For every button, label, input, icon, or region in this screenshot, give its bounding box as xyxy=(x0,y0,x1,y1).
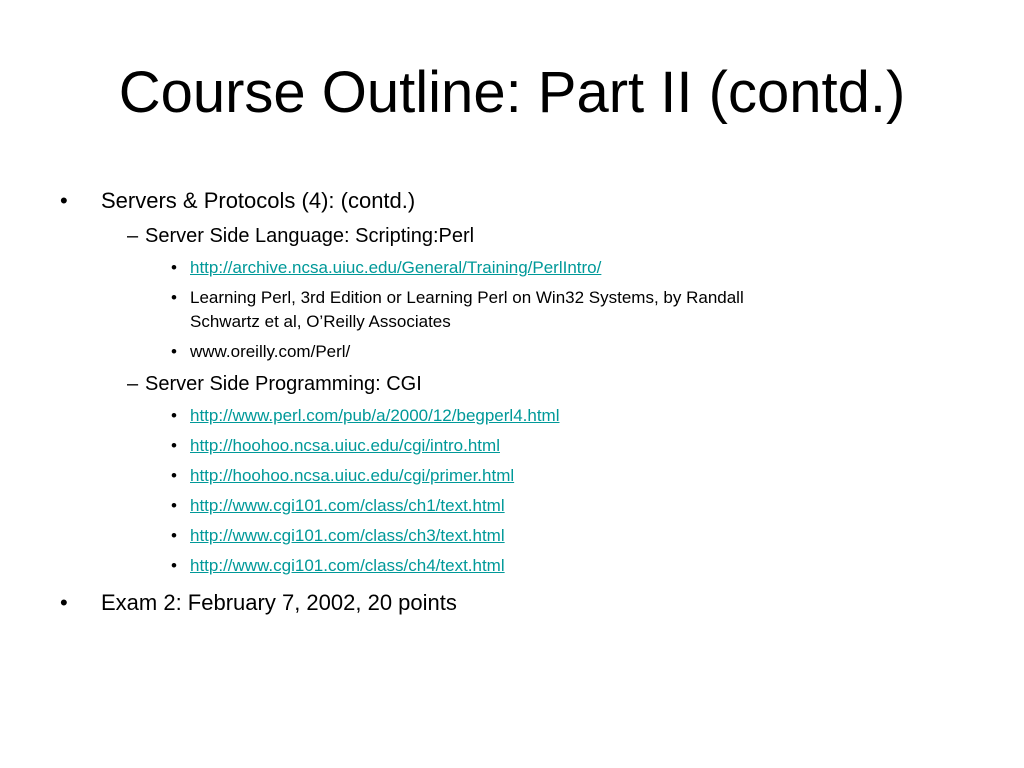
link-hoohoo-cgi-primer[interactable]: http://hoohoo.ncsa.uiuc.edu/cgi/primer.html xyxy=(190,466,515,485)
dash-marker: – xyxy=(127,225,139,247)
bullet-marker: • xyxy=(171,526,177,545)
bullet-exam-2: Exam 2: February 7, 2002, 20 points xyxy=(101,590,457,615)
bullet-marker: • xyxy=(60,188,68,213)
link-perl-intro[interactable]: http://archive.ncsa.uiuc.edu/General/Training/PerlIntro/ xyxy=(190,258,602,277)
bullet-marker: • xyxy=(171,288,177,307)
bullet-marker: • xyxy=(171,258,177,277)
bullet-marker: • xyxy=(171,342,177,361)
link-perl-com-begperl4[interactable]: http://www.perl.com/pub/a/2000/12/begperl4.html xyxy=(190,406,560,425)
slide-title: Course Outline: Part II (contd.) xyxy=(118,60,906,125)
subitem-server-side-language: Server Side Language: Scripting:Perl xyxy=(145,225,475,247)
bullet-marker: • xyxy=(171,406,177,425)
text-learning-perl-continued: Schwartz et al, O’Reilly Associates xyxy=(190,312,451,331)
text-learning-perl: Learning Perl, 3rd Edition or Learning Perl on Win32 Systems, by Randall xyxy=(190,288,744,307)
bullet-marker: • xyxy=(171,496,177,515)
link-cgi101-ch1[interactable]: http://www.cgi101.com/class/ch1/text.html xyxy=(190,496,505,515)
bullet-marker: • xyxy=(60,590,68,615)
text-oreilly-perl: www.oreilly.com/Perl/ xyxy=(190,342,351,361)
link-cgi101-ch4[interactable]: http://www.cgi101.com/class/ch4/text.html xyxy=(190,556,505,575)
bullet-servers-protocols: Servers & Protocols (4): (contd.) xyxy=(101,188,416,213)
dash-marker: – xyxy=(127,373,139,395)
bullet-marker: • xyxy=(171,436,177,455)
link-cgi101-ch3[interactable]: http://www.cgi101.com/class/ch3/text.html xyxy=(190,526,505,545)
link-hoohoo-cgi-intro[interactable]: http://hoohoo.ncsa.uiuc.edu/cgi/intro.html xyxy=(190,436,500,455)
bullet-marker: • xyxy=(171,556,177,575)
bullet-marker: • xyxy=(171,466,177,485)
subitem-server-side-programming: Server Side Programming: CGI xyxy=(145,373,422,395)
